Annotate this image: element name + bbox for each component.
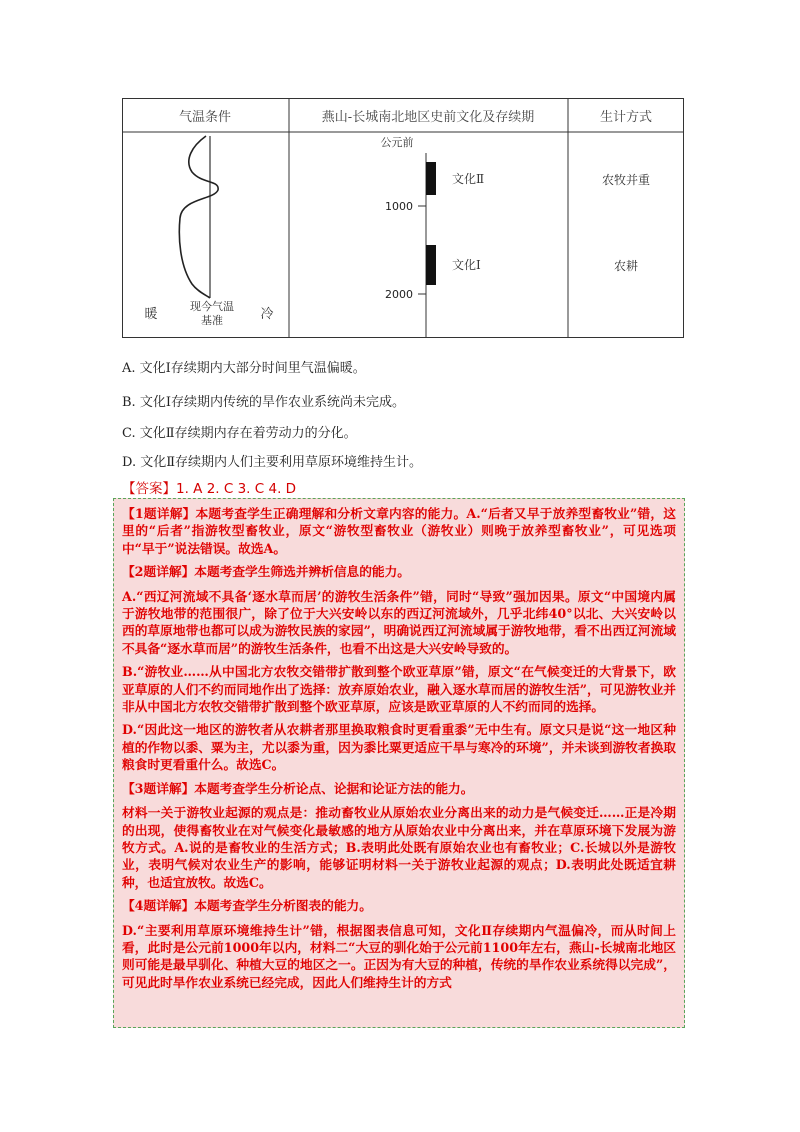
answer-line [122,477,296,497]
answer-text: 1. A 2. C 3. C 4. D [176,481,297,497]
option-c: C. 文化Ⅱ存续期内存在着劳动力的分化。 [122,426,357,441]
option-b: B. 文化Ⅰ存续期内传统的旱作农业系统尚未完成。 [122,395,405,410]
culture1-label: 文化Ⅰ [452,258,481,272]
explanation-paragraph: D.“主要利用草原环境维持生计”错，根据图表信息可知，文化Ⅱ存续期内气温偏冷，而从时间上看，此时是公元前1000年以内，材料二“大豆的驯化始于公元前1100年左右，燕山-长城南北地区则可能是最早驯化、种植大豆的地区之一。正因为有大豆的种植，传统的旱作农业系统得以完成”，可见此时旱作农业系统已经完成，因此人们维持生计的方式 [122,922,676,990]
option-d: D. 文化Ⅱ存续期内人们主要利用草原环境维持生计。 [122,455,423,470]
era-label: 公元前 [380,136,414,149]
header-culture: 燕山-长城南北地区史前文化及存续期 [321,110,535,125]
header-livelihood: 生计方式 [599,110,653,125]
option-a: A. 文化Ⅰ存续期内大部分时间里气温偏暖。 [122,361,366,376]
tick-1000-label: 1000 [385,200,413,213]
culture2-bar [426,162,436,195]
tick-2000-label: 2000 [385,288,413,301]
livelihood-culture1: 农耕 [613,259,639,273]
cold-label: 冷 [260,307,274,322]
explanation-heading: 【4题详解】本题考查学生分析图表的能力。 [122,898,372,914]
baseline-label-line2: 基准 [201,314,223,327]
explanation-heading: 【3题详解】本题考查学生分析论点、论据和论证方法的能力。 [122,780,474,796]
explanation-paragraph: A.“西辽河流域不具备‘逐水草而居’的游牧生活条件”错，同时“导致”强加因果。原文“中国境内属于游牧地带的范围很广，除了位于大兴安岭以东的西辽河流域外，几乎北纬40°以北、大兴安岭以西的草原地带也都可以成为游牧民族的家园”，明确说西辽河流域属于游牧地带，看不出西辽河流域不具备“逐水草而居”的游牧生活条件，也看不出这是大兴安岭导致的。 [122,588,676,656]
header-temperature: 气温条件 [178,110,232,125]
baseline-label-line1: 现今气温 [190,300,234,313]
culture1-bar [426,245,436,285]
climate-culture-table [122,98,684,338]
explanation-paragraph: 【1题详解】本题考查学生正确理解和分析文章内容的能力。A.“后者又早于放养型畜牧业”错，这里的“后者”指游牧型畜牧业，原文“游牧型畜牧业（游牧业）则晚于放养型畜牧业”，可见选项中“早于”说法错误。故选A。 [122,506,676,556]
explanation-panel [113,498,685,1028]
culture2-label: 文化Ⅱ [452,172,485,186]
livelihood-culture2: 农牧并重 [601,173,651,187]
explanation-paragraph: 材料一关于游牧业起源的观点是：推动畜牧业从原始农业分离出来的动力是气候变迁……正是冷期的出现，使得畜牧业在对气候变化最敏感的地方从原始农业中分离出来，并在草原环境下发展为游牧方式。A.说的是畜牧业的生活方式；B.表明此处既有原始农业也有畜牧业；C.长城以外是游牧业，表明气候对农业生产的影响，能够证明材料一关于游牧业起源的观点；D.表明此处既适宜耕种，也适宜放牧。故选C。 [122,805,676,890]
climate-culture-figure [122,98,684,338]
explanation-heading: 【2题详解】本题考查学生筛选并辨析信息的能力。 [122,564,410,580]
explanation-paragraph: D.“因此这一地区的游牧者从农耕者那里换取粮食时更看重黍”无中生有。原文只是说“这一地区种植的作物以黍、粟为主，尤以黍为重，因为黍比粟更适应干旱与寒冷的环境”，并未谈到游牧者换取粮食时更看重什么。故选C。 [122,722,676,773]
warm-label: 暖 [144,307,158,322]
answer-tag: 【答案】 [122,481,176,497]
explanation-paragraph: B.“游牧业……从中国北方农牧交错带扩散到整个欧亚草原”错，原文“在气候变迁的大背景下，欧亚草原的人们不约而同地作出了选择：放弃原始农业，融入逐水草而居的游牧生活”，可见游牧业并非从中国北方农牧交错带扩散到整个欧亚草原，应该是欧亚草原的人不约而同的选择。 [122,664,676,715]
